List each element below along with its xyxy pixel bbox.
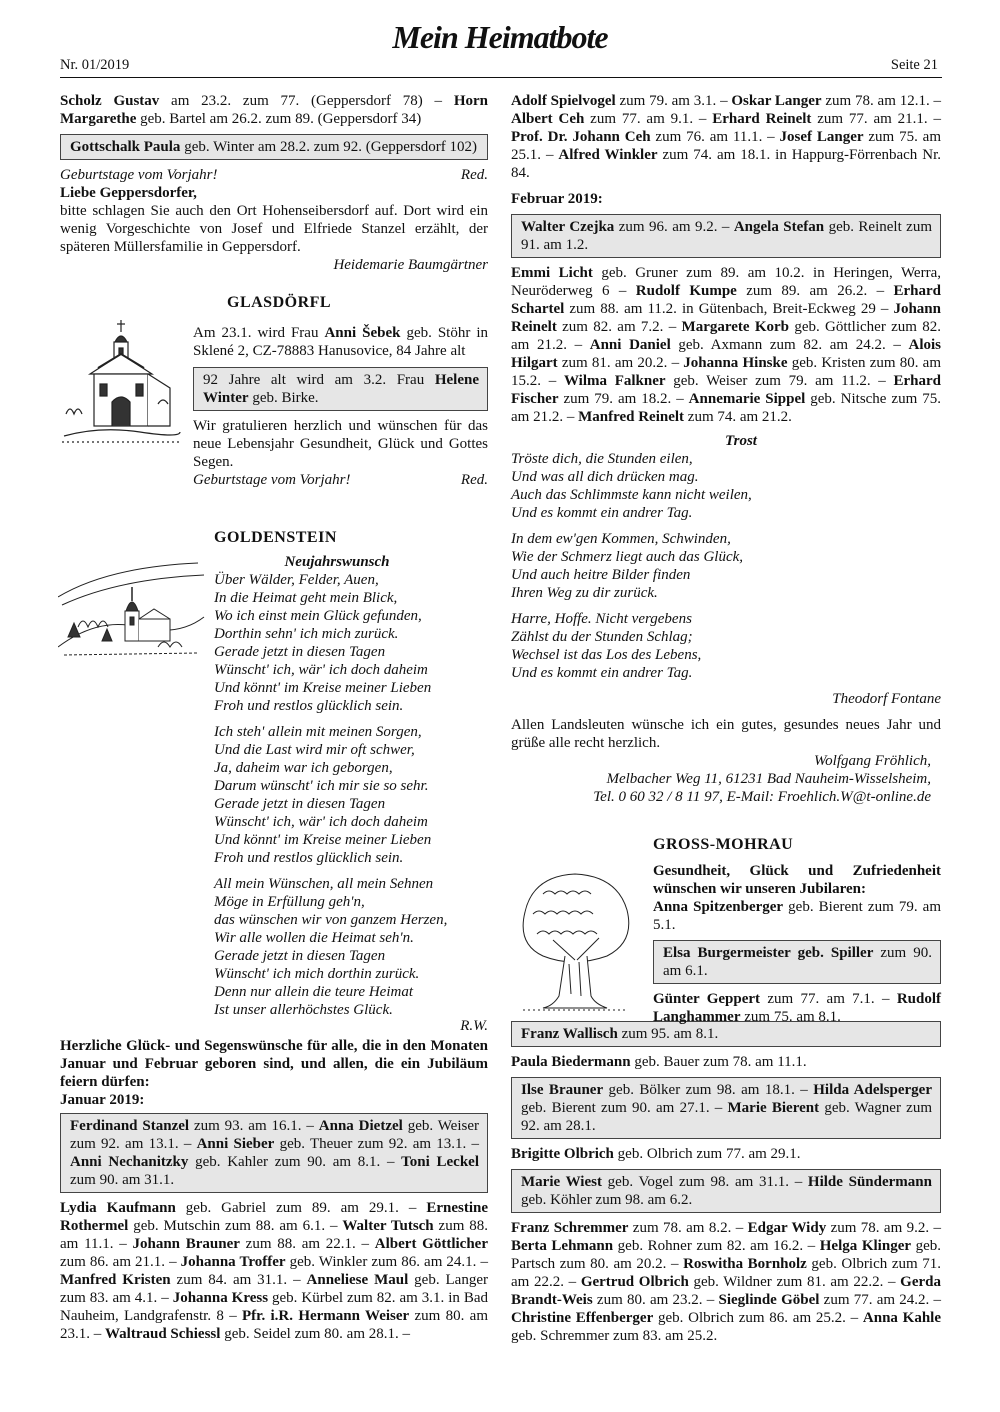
text-segment: geb. Weiser zum 79. am 11.2. – xyxy=(665,373,894,389)
trost-author: Theodorf Fontane xyxy=(832,691,941,707)
text-segment: zum 96. am 9.2. – xyxy=(614,219,734,235)
paula-paragraph xyxy=(511,1053,941,1071)
name-bold: Anni Sieber xyxy=(196,1136,275,1152)
text-segment: zum 95. am 8.1. xyxy=(617,1026,719,1042)
poem-line: Und könnt' im Kreise meiner Lieben xyxy=(214,680,432,696)
village-church-illustration xyxy=(58,557,206,661)
name-bold: Horn Margarethe xyxy=(60,93,488,127)
name-bold: Alois Hilgart xyxy=(511,337,942,371)
text-segment: geb. Partsch zum 80. am 20.2. – xyxy=(511,1238,942,1272)
name-bold: Gertrud Olbrich xyxy=(580,1274,689,1290)
poem-line: Froh und restlos glücklich sein. xyxy=(214,698,404,714)
name-bold: Annemarie Sippel xyxy=(688,391,806,407)
name-bold: Gottschalk Paula xyxy=(70,139,181,155)
poem-line: Über Wälder, Felder, Auen, xyxy=(214,572,379,588)
name-bold: Gerda Brandt-Weis xyxy=(511,1274,941,1308)
text-segment: zum 78. am 12.1. – xyxy=(821,93,941,109)
text-segment: zum 80. am 23.1. – xyxy=(60,1308,488,1342)
name-bold: Emmi Licht xyxy=(511,265,593,281)
text-segment: geb. Köhler zum 98. am 6.2. xyxy=(521,1192,693,1208)
text-segment: geb. Göttlicher zum 82. am 21.2. – xyxy=(511,319,942,353)
text-segment: zum 78. am 8.2. – xyxy=(628,1220,748,1236)
name-bold: Oskar Langer xyxy=(731,93,822,109)
name-bold: Ernestine Rothermel xyxy=(60,1200,488,1234)
name-bold: Johanna Troffer xyxy=(180,1254,286,1270)
text-segment: zum 86. am 21.1. – xyxy=(60,1254,181,1270)
name-bold: Erhard Schartel xyxy=(511,283,941,317)
signature-address: Melbacher Weg 11, 61231 Bad Nauheim-Wisselsheim, xyxy=(606,771,931,787)
text-segment: am 23.2. zum 77. (Geppersdorf 78) – xyxy=(159,93,454,109)
poem-signature: R.W. xyxy=(460,1018,488,1034)
poem-stanza xyxy=(214,723,488,867)
text-segment: zum 90. am 31.1. xyxy=(70,1172,175,1188)
text-segment: geb. Kristen zum 80. am 15.2. – xyxy=(511,355,942,389)
name-bold: Anna Kahle xyxy=(862,1310,941,1326)
poem-line: Möge in Erfüllung geh'n, xyxy=(214,894,365,910)
vorjahr-note: Geburtstage vom Vorjahr! xyxy=(60,167,218,183)
text-segment: zum 88. am 11.1. – xyxy=(60,1218,488,1252)
name-bold: Anni Šebek xyxy=(324,325,401,341)
poem-line: Tröste dich, die Stunden eilen, xyxy=(511,451,693,467)
name-bold: Erhard Fischer xyxy=(511,373,942,407)
poem-line: Und es kommt ein andrer Tag. xyxy=(511,505,693,521)
wishes-paragraph: Wir gratulieren herzlich und wünschen für das neue Lebensjahr Gesundheit, Glück und Gottes Segen. xyxy=(193,418,488,470)
text-segment: geb. Axmann zum 82. am 24.2. – xyxy=(670,337,909,353)
text-segment: geb. Bierent zum 90. am 27.1. – xyxy=(521,1100,728,1116)
adolf-paragraph xyxy=(511,92,941,182)
lydia-paragraph xyxy=(60,1199,488,1343)
text-segment: zum 74. am 21.2. xyxy=(684,409,792,425)
text-segment: geb. Bierent zum 79. am 5.1. xyxy=(653,899,941,933)
text-segment: geb. Seidel zum 80. am 28.1. – xyxy=(220,1326,410,1342)
name-bold: Angela Stefan xyxy=(733,219,825,235)
poem-line: Ist unser allerhöchstes Glück. xyxy=(214,1002,393,1018)
text-segment: zum 74. am 18.1. in Happurg-Förrenbach Nr. 84. xyxy=(511,147,941,181)
name-bold: Erhard Reinelt xyxy=(712,111,812,127)
text-segment: geb. Theuer zum 92. am 13.1. – xyxy=(274,1136,480,1152)
name-bold: Manfred Reinelt xyxy=(578,409,685,425)
poem-line: Und die Last wird mir oft schwer, xyxy=(214,742,415,758)
name-bold: Walter Tutsch xyxy=(342,1218,434,1234)
scholz-paragraph xyxy=(60,92,488,128)
name-bold: Anni Nechanitzky xyxy=(70,1154,189,1170)
text-segment: zum 82. am 7.2. – xyxy=(556,319,682,335)
name-bold: Christine Effenberger xyxy=(511,1310,654,1326)
poem-line: Ja, daheim war ich geborgen, xyxy=(214,760,393,776)
poem-line: Auch das Schlimmste kann nicht weilen, xyxy=(511,487,752,503)
trost-poem xyxy=(511,450,941,682)
text-segment: zum 88. am 22.1. – xyxy=(239,1236,375,1252)
poem-line: Gerade jetzt in diesen Tagen xyxy=(214,796,386,812)
text-segment: geb. Winter am 28.2. zum 92. (Geppersdorf 102) xyxy=(180,139,477,155)
anna-paragraph xyxy=(653,898,941,934)
poem-line: Gerade jetzt in diesen Tagen xyxy=(214,948,386,964)
text-segment: geb. Bölker zum 98. am 18.1. – xyxy=(603,1082,814,1098)
text-segment: zum 76. am 11.1. – xyxy=(650,129,780,145)
glasdorfl-section xyxy=(60,294,488,504)
text-segment: zum 90. am 6.1. xyxy=(663,945,933,979)
text-segment: zum 77. am 24.2. – xyxy=(819,1292,941,1308)
name-bold: Helga Klinger xyxy=(819,1238,912,1254)
gross-mohrau-section xyxy=(511,836,941,1025)
text-segment: geb. Birke. xyxy=(248,390,319,406)
name-bold: Hilde Sündermann xyxy=(807,1174,932,1190)
name-bold: Sieglinde Göbel xyxy=(718,1292,820,1308)
elsa-box xyxy=(653,940,941,984)
text-segment: geb. Winkler zum 86. am 24.1. – xyxy=(285,1254,488,1270)
name-bold: Walter Czejka xyxy=(521,219,615,235)
glasdorfl-title: GLASDÖRFL xyxy=(227,294,332,311)
name-bold: Pfr. i.R. Hermann Weiser xyxy=(242,1308,410,1324)
name-bold: Hilda Adelsperger xyxy=(813,1082,932,1098)
text-segment: zum 81. am 20.2. – xyxy=(557,355,684,371)
gunter-paragraph xyxy=(653,990,941,1026)
chapel-illustration xyxy=(60,318,182,448)
text-segment: zum 84. am 31.1. – xyxy=(170,1272,307,1288)
name-bold: Rudolf Langhammer xyxy=(653,991,941,1025)
text-segment: geb. Bauer zum 78. am 11.1. xyxy=(630,1054,807,1070)
text-segment: geb. Bartel am 26.2. zum 89. (Geppersdorf 34) xyxy=(136,111,422,127)
text-segment: zum 79. am 18.2. – xyxy=(558,391,689,407)
text-segment: geb. Stöhr in Sklené 2, CZ-78883 Hanusovice, 84 Jahre alt xyxy=(193,325,488,359)
poem-line: Und was all dich drücken mag. xyxy=(511,469,699,485)
name-bold: Waltraud Schiessl xyxy=(105,1326,221,1342)
poem-line: Und auch heitre Bilder finden xyxy=(511,567,691,583)
sebek-paragraph xyxy=(193,324,488,360)
name-bold: Helene Winter xyxy=(203,372,479,406)
gross-mohrau-text xyxy=(653,836,941,1026)
poem-stanza xyxy=(511,530,941,602)
text-segment: zum 88. am 11.2. in Gütenbach, Breit-Eckweg 29 – xyxy=(564,301,894,317)
text-segment: geb. Olbrich zum 71. am 22.2. – xyxy=(511,1256,941,1290)
text-segment: geb. Gabriel zum 89. am 29.1. – xyxy=(175,1200,427,1216)
author-signature: Heidemarie Baumgärtner xyxy=(333,257,488,273)
intro-paragraph: bitte schlagen Sie auch den Ort Hohenseibersdorf auf. Dort wird ein wenig Vorgeschichte von Josef und Elfriede Stanzel erzählt, der späteren Müllersfamilie in Geppersdorf. xyxy=(60,203,488,255)
poem-line: Gerade jetzt in diesen Tagen xyxy=(214,644,386,660)
name-bold: Manfred Kristen xyxy=(60,1272,171,1288)
name-bold: Berta Lehmann xyxy=(511,1238,614,1254)
name-bold: Franz Wallisch xyxy=(521,1026,618,1042)
text-segment: geb. Olbrich zum 77. am 29.1. xyxy=(613,1146,801,1162)
name-bold: Anni Daniel xyxy=(589,337,671,353)
name-bold: Lydia Kaufmann xyxy=(60,1200,176,1216)
page-header xyxy=(0,0,1000,80)
poem-line: Zählst du der Stunden Schlag; xyxy=(511,629,693,645)
poem-line: Wie der Schmerz liegt auch das Glück, xyxy=(511,549,744,565)
text-segment: geb. Vogel zum 98. am 31.1. – xyxy=(601,1174,808,1190)
name-bold: Rudolf Kumpe xyxy=(635,283,737,299)
poem-line: Wir alle wollen die Heimat seh'n. xyxy=(214,930,414,946)
emmi-paragraph xyxy=(511,264,941,426)
name-bold: Ferdinand Stanzel xyxy=(70,1118,190,1134)
franz-schremmer-paragraph xyxy=(511,1219,941,1345)
februar-box xyxy=(511,214,941,258)
poem-line: Ich steh' allein mit meinen Sorgen, xyxy=(214,724,422,740)
name-bold: Adolf Spielvogel xyxy=(511,93,616,109)
ilse-box xyxy=(511,1077,941,1139)
poem-line: Harre, Hoffe. Nicht vergebens xyxy=(511,611,692,627)
text-segment: geb. Weiser zum 92. am 13.1. – xyxy=(70,1118,479,1152)
name-bold: Prof. Dr. Johann Ceh xyxy=(511,129,651,145)
poem-line: Wünscht' ich, wär' ich doch daheim xyxy=(214,814,428,830)
signature-name: Wolfgang Fröhlich, xyxy=(814,753,931,769)
text-segment: geb. Reinelt zum 91. am 1.2. xyxy=(521,219,932,253)
name-bold: Elsa Burgermeister geb. Spiller xyxy=(663,945,874,961)
text-segment: geb. Nitsche zum 75. am 21.2. – xyxy=(511,391,941,425)
text-segment: Am 23.1. wird Frau xyxy=(193,325,325,341)
allen-paragraph: Allen Landsleuten wünsche ich ein gutes, gesundes neues Jahr und grüße alle recht herzlich. xyxy=(511,717,941,751)
name-bold: Margarete Korb xyxy=(681,319,790,335)
name-bold: Anna Spitzenberger xyxy=(653,899,784,915)
poem-stanza xyxy=(214,875,488,1019)
goldenstein-title: GOLDENSTEIN xyxy=(214,529,337,546)
text-segment: zum 79. am 3.1. – xyxy=(615,93,732,109)
poem-stanza xyxy=(511,450,941,522)
text-segment: zum 75. am 25.1. – xyxy=(511,129,942,163)
text-segment: geb. Kürbel zum 82. am 3.1. in Bad Nauheim, Landgrafenstr. 8 – xyxy=(60,1290,488,1324)
brigitte-paragraph xyxy=(511,1145,941,1163)
text-segment: 92 Jahre alt wird am 3.2. Frau xyxy=(203,372,435,388)
text-segment: zum 78. am 9.2. – xyxy=(826,1220,942,1236)
greeting-heading: Liebe Geppersdorfer, xyxy=(60,185,197,201)
text-segment: geb. Schremmer zum 83. am 25.2. xyxy=(511,1328,718,1344)
poem-line: Ihren Weg zu dir zurück. xyxy=(511,585,658,601)
text-segment: geb. Wagner zum 92. am 28.1. xyxy=(521,1100,932,1134)
name-bold: Brigitte Olbrich xyxy=(511,1146,614,1162)
vorjahr-line xyxy=(60,166,488,184)
goldenstein-section xyxy=(60,529,488,1035)
text-segment: zum 77. am 21.1. – xyxy=(811,111,941,127)
name-bold: Roswitha Bornholz xyxy=(683,1256,807,1272)
left-column xyxy=(60,92,488,1343)
poem-line: In die Heimat geht mein Blick, xyxy=(214,590,398,606)
signature-block xyxy=(511,752,941,806)
text-segment: zum 89. am 26.2. – xyxy=(736,283,894,299)
name-bold: Anna Dietzel xyxy=(318,1118,403,1134)
januar-heading: Januar 2019: xyxy=(60,1092,145,1108)
text-segment: zum 80. am 23.2. – xyxy=(592,1292,719,1308)
poem-line: Wünscht' ich, wär' ich doch daheim xyxy=(214,662,428,678)
gesundheit-heading: Gesundheit, Glück und Zufriedenheit wünschen wir unseren Jubilaren: xyxy=(653,863,941,897)
trost-title: Trost xyxy=(725,433,757,449)
page-number: Seite 21 xyxy=(890,57,938,73)
name-bold: Scholz Gustav xyxy=(60,93,160,109)
name-bold: Josef Langer xyxy=(779,129,864,145)
name-bold: Johanna Kress xyxy=(172,1290,269,1306)
vorjahr-note: Geburtstage vom Vorjahr! xyxy=(193,472,351,488)
text-segment: geb. Kahler zum 90. am 8.1. – xyxy=(188,1154,402,1170)
name-bold: Edgar Widy xyxy=(747,1220,827,1236)
poem-title: Neujahrswunsch xyxy=(284,554,390,570)
name-bold: Toni Leckel xyxy=(401,1154,479,1170)
name-bold: Günter Geppert xyxy=(653,991,761,1007)
right-column xyxy=(511,92,941,1345)
name-bold: Franz Schremmer xyxy=(511,1220,629,1236)
text-segment: zum 75. am 8.1. xyxy=(740,1009,841,1025)
text-segment: geb. Gruner zum 89. am 10.2. in Heringen, Werra, Neuröderweg 6 – xyxy=(511,265,941,299)
gross-mohrau-title: GROSS-MOHRAU xyxy=(653,836,794,853)
text-segment: geb. Langer zum 83. am 4.1. – xyxy=(60,1272,488,1306)
masthead-logo: Mein Heimatbote xyxy=(392,19,608,55)
name-bold: Marie Bierent xyxy=(727,1100,820,1116)
poem-line: Und könnt' im Kreise meiner Lieben xyxy=(214,832,432,848)
name-bold: Albert Ceh xyxy=(511,111,585,127)
poem-line: All mein Wünschen, all mein Sehnen xyxy=(214,876,434,892)
poem-line: Darum wünscht' ich mir sie so sehr. xyxy=(214,778,429,794)
text-segment: geb. Mutschin zum 88. am 6.1. – xyxy=(128,1218,343,1234)
text-segment: geb. Wildner zum 81. am 22.2. – xyxy=(688,1274,901,1290)
poem-line: Froh und restlos glücklich sein. xyxy=(214,850,404,866)
gottschalk-box xyxy=(60,134,488,160)
neujahrswunsch-poem xyxy=(214,571,488,1019)
herzliche-heading: Herzliche Glück- und Segenswünsche für alle, die in den Monaten Januar und Februar geboren sind, und allen, die ein Jubiläum feiern dürfen: xyxy=(60,1038,488,1090)
name-bold: Johann Reinelt xyxy=(511,301,941,335)
name-bold: Ilse Brauner xyxy=(521,1082,604,1098)
poem-line: Und es kommt ein andrer Tag. xyxy=(511,665,693,681)
name-bold: Paula Biedermann xyxy=(511,1054,631,1070)
glasdorfl-vorjahr-line xyxy=(193,471,488,489)
text-segment: geb. Olbrich zum 86. am 25.2. – xyxy=(653,1310,863,1326)
tree-illustration xyxy=(513,864,637,1014)
helene-winter-box xyxy=(193,367,488,411)
text-segment: zum 77. am 7.1. – xyxy=(760,991,897,1007)
name-bold: Marie Wiest xyxy=(521,1174,602,1190)
poem-line: Wo ich einst mein Glück gefunden, xyxy=(214,608,422,624)
poem-line: Wünscht' ich mich dorthin zurück. xyxy=(214,966,420,982)
glasdorfl-text xyxy=(193,294,488,489)
poem-stanza xyxy=(214,571,488,715)
poem-line: Denn nur allein die teure Heimat xyxy=(214,984,413,1000)
januar-box xyxy=(60,1113,488,1193)
name-bold: Johanna Hinske xyxy=(683,355,788,371)
header-rule xyxy=(60,77,942,78)
poem-line: Dorthin sehn' ich mich zurück. xyxy=(214,626,399,642)
februar-heading: Februar 2019: xyxy=(511,191,603,207)
text-segment: zum 77. am 9.1. – xyxy=(584,111,713,127)
red-sign: Red. xyxy=(460,167,488,183)
name-bold: Albert Göttlicher xyxy=(374,1236,488,1252)
poem-line: Wechsel ist das Los des Lebens, xyxy=(511,647,702,663)
name-bold: Alfred Winkler xyxy=(558,147,658,163)
text-segment: zum 93. am 16.1. – xyxy=(189,1118,319,1134)
red-sign: Red. xyxy=(460,472,488,488)
name-bold: Wilma Falkner xyxy=(563,373,666,389)
name-bold: Anneliese Maul xyxy=(306,1272,409,1288)
goldenstein-text xyxy=(214,529,488,1019)
text-segment: geb. Rohner zum 82. am 16.2. – xyxy=(613,1238,820,1254)
issue-number: Nr. 01/2019 xyxy=(60,57,130,73)
poem-stanza xyxy=(511,610,941,682)
poem-line: In dem ew'gen Kommen, Schwinden, xyxy=(511,531,731,547)
name-bold: Johann Brauner xyxy=(132,1236,240,1252)
marie-box xyxy=(511,1169,941,1213)
poem-line: das wünschen wir von ganzem Herzen, xyxy=(214,912,448,928)
signature-contact: Tel. 0 60 32 / 8 11 97, E-Mail: Froehlich.W@t-online.de xyxy=(593,789,931,805)
